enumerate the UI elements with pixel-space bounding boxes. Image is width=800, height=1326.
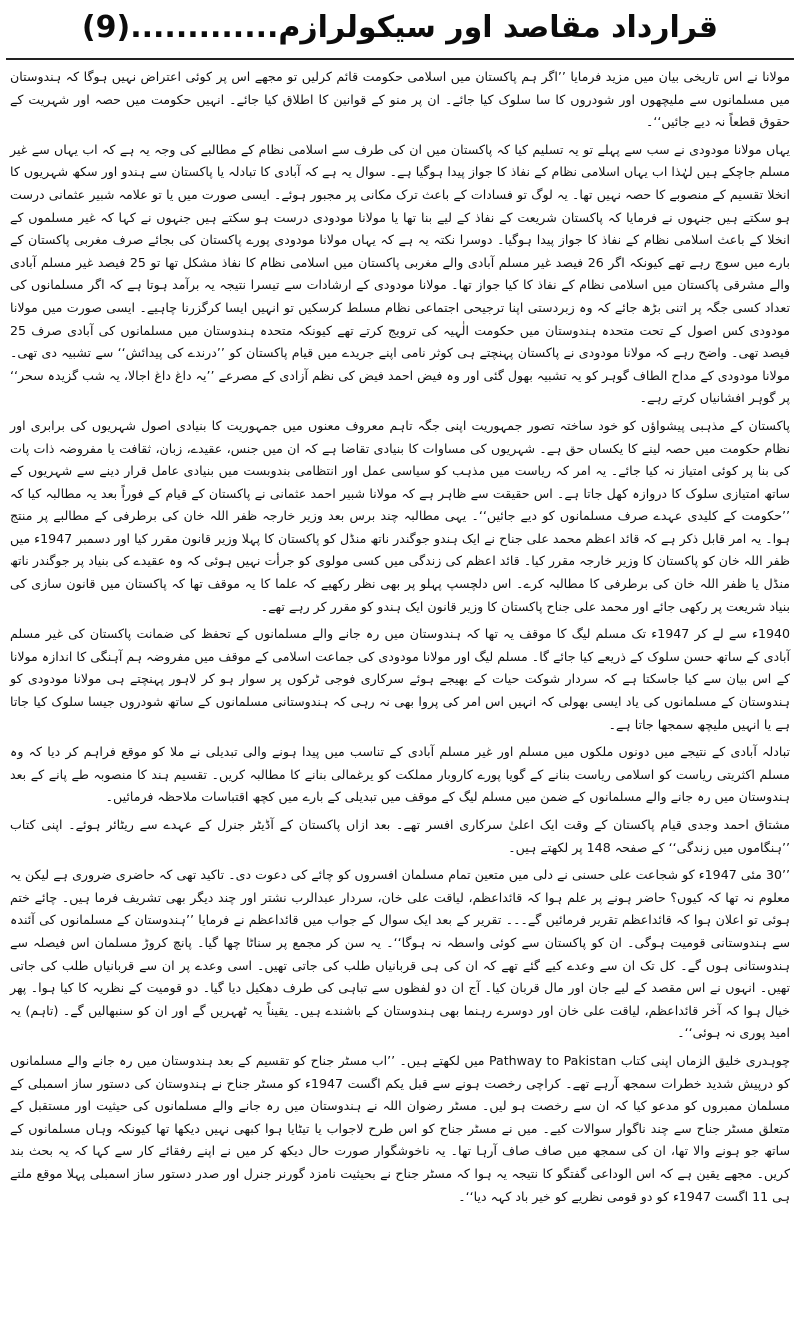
- article-paragraph: مشتاق احمد وجدی قیام پاکستان کے وقت ایک اعلیٰ سرکاری افسر تھے۔ بعد ازاں پاکستان کے آڈیٹر جنرل کے عہدے سے ریٹائر ہوئے۔ اپنی کتاب ’’ہنگاموں میں زندگی‘‘ کے صفحہ 148 پر لکھتے ہیں۔: [10, 817, 790, 855]
- article-paragraph: پاکستان کے مذہبی پیشواؤں کو خود ساختہ تصور جمہوریت اپنی جگہ تاہم معروف معنوں میں جمہوریت کا بنیادی اصول شہریوں کی برابری اور نظام حکومت میں حصہ لینے کا یکساں حق ہے۔ شہریوں کی مساوات کا بنیادی تقاضا ہے کہ ان میں جنس، عقیدے، زبان، ثقافت یا مفروضہ ذات پات کی بنا پر کوئی امتیاز نہ کیا جائے۔ یہ امر کہ ریاست میں مذہب کو سیاسی عمل اور انتظامی بندوبست میں بنیادی عامل قرار دینے سے شہریوں کے ساتھ امتیازی سلوک کا دروازہ کھل جاتا ہے۔ اس حقیقت سے ظاہر ہے کہ مولانا شبیر احمد عثمانی نے پاکستان کے قیام کے فوراً بعد یہ مطالبہ کیا کہ ’’حکومت کے کلیدی عہدے صرف مسلمانوں کو دیے جائیں‘‘۔ یہی مطالبہ چند برس بعد وزیر خارجہ ظفر اللہ خان کی برطرفی کے مطالبے پر منتج ہوا۔ یہ امر قابل ذکر ہے کہ قائد اعظم محمد علی جناح نے ایک ہندو جوگندر ناتھ منڈل کو پاکستان کا پہلا وزیر قانون مقرر کیا اور دسمبر 1947ء میں ظفر اللہ خان کو پاکستان کا وزیر خارجہ مقرر کیا۔ قائد اعظم کی زندگی میں کسی مولوی کو جرأت نہیں ہوئی کہ وہ عقیدے کی بنیاد پر جوگندر ناتھ منڈل یا ظفر اللہ خان کی برطرفی کا مطالبہ کرے۔ اس دلچسپ پہلو پر بھی نظر رکھیے کہ علما کا یہ موقف تھا کہ پاکستان میں قانون سازی کی بنیاد شریعت پر رکھی جائے اور محمد علی جناح پاکستان کا وزیر قانون ایک ہندو کو مقرر کر رہے تھے۔: [10, 417, 790, 614]
- article-paragraph: مولانا نے اس تاریخی بیان میں مزید فرمایا ’’اگر ہم پاکستان میں اسلامی حکومت قائم کرلیں تو مجھے اس پر کوئی اعتراض نہیں ہوگا کہ ہندوستان میں مسلمانوں سے ملیچھوں اور شودروں کا سا سلوک کیا جائے۔ ان پر منو کے قوانین کا اطلاق کیا جائے۔ انہیں حکومت میں حصہ اور شہریت کے حقوق قطعاً نہ دیے جائیں‘‘۔: [10, 69, 790, 130]
- article-body: [10, 66, 790, 1213]
- article-paragraph: یہاں مولانا مودودی نے سب سے پہلے تو یہ تسلیم کیا کہ پاکستان میں ان کی طرف سے اسلامی نظام کے مطالبے کی وجہ یہ ہے کہ اب یہاں سے غیر مسلم جاچکے ہیں لہٰذا اب یہاں اسلامی نظام کے نفاذ کا جواز پیدا ہوگیا ہے۔ سوال یہ ہے کہ آبادی کا تبادلہ یا پاکستان سے ہندو اور سکھ شہریوں کا انخلا تقسیم کے منصوبے کا حصہ نہیں تھا۔ یہ لوگ تو فسادات کے باعث ترک مکانی پر مجبور ہوئے۔ ایسی صورت میں یا تو علامہ شبیر عثمانی درست ہو سکتے ہیں جنہوں نے فرمایا کہ پاکستان شریعت کے نفاذ کے لیے بنا تھا یا مولانا مودودی درست ہو سکتے ہیں جنہوں نے کہا کہ غیر مسلموں کے انخلا کے باعث اسلامی نظام کے نفاذ کا جواز پیدا ہوگیا۔ دوسرا نکتہ یہ ہے کہ یہاں مولانا مودودی پورے پاکستان کی بجائے صرف مغربی پاکستان کے بارے میں سوچ رہے تھے کیونکہ اگر 26 فیصد غیر مسلم آبادی والے مغربی پاکستان میں اسلامی نظام کا نفاذ مشکل تھا تو 25 فیصد غیر مسلم آبادی والے مشرقی پاکستان میں اسلامی نظام کے نفاذ کا کیا جواز تھا۔ مولانا مودودی کے ارشادات سے تیسرا نتیجہ یہ برآمد ہوتا ہے کہ اگر مسلمانوں کی تعداد کسی جگہ پر اتنی بڑھ جائے کہ وہ زبردستی اپنا ترجیحی اجتماعی نظام مسلط کرسکیں تو انہیں ایسا کرگزرنا چاہیے۔ ایسی صورت میں مولانا مودودی کس اصول کے تحت متحدہ ہندوستان میں حکومت الٰہیہ کی ترویج کرتے تھے کیونکہ متحدہ ہندوستان میں مسلمانوں کی آبادی صرف 25 فیصد تھی۔ واضح رہے کہ مولانا مودودی نے پاکستان پہنچتے ہی کوثر نامی اپنے جریدے میں قیام پاکستان کو ’’درندے کی پیدائش‘‘ سے تشبیہ دی تھی۔ مولانا مودودی کے مداح الطاف گوہر کو یہ تشبیہ بھول گئی اور وہ فیض احمد فیض کی نظم آزادی کے مصرعے ’’یہ داغ داغ اجالا، یہ شب گزیدہ سحر‘‘ پر گوہر افشانیاں کرتے رہے۔: [10, 141, 790, 406]
- article-paragraph: ’’30 مئی 1947ء کو شجاعت علی حسنی نے دلی میں متعین تمام مسلمان افسروں کو چائے کی دعوت دی۔ تاکید تھی کہ حاضری ضروری ہے لیکن یہ معلوم نہ تھا کہ کیوں؟ حاضر ہونے پر علم ہوا کہ قائداعظم، لیاقت علی خان، سردار عبدالرب نشتر اور چند دیگر بھی تشریف فرما ہیں۔ چائے ختم ہوئی تو اعلان ہوا کہ قائداعظم تقریر فرمائیں گے۔۔۔ تقریر کے بعد ایک سوال کے جواب میں قائداعظم نے فرمایا ’’ہندوستان کے مسلمانوں کی آئندہ سے ہندوستانی قومیت ہوگی۔ ان کو پاکستان سے کوئی واسطہ نہ ہوگا‘‘۔ یہ سن کر مجمع پر سناٹا چھا گیا۔ پانچ کروڑ مسلمان اس فیصلہ سے ہندوستانی ہوں گے۔ کل تک ان سے وعدے کیے گئے تھے کہ ان کی ہی قربانیاں طلب کی جاتی تھیں۔ اسی وعدے پر ان سے قربانیاں طلب کی جاتی تھیں۔ انہوں نے اس مقصد کے لیے جان اور مال قربان کیا۔ آج ان دو لفظوں سے تباہی کی طرف دھکیل دیا گیا۔ دو قومیت کے نظریہ کا کیا ہوا۔ پھر خیال ہوا کہ آخر قائداعظم، لیاقت علی خان اور دوسرے رہنما بھی ہندوستان کے باشندے ہیں۔ یقیناً یہ ٹھہریں گے اور ان کو سنبھالیں گے۔ (تاہم) یہ امید پوری نہ ہوئی‘‘۔: [10, 867, 790, 1041]
- article-paragraph: تبادلہ آبادی کے نتیجے میں دونوں ملکوں میں مسلم اور غیر مسلم آبادی کے تناسب میں پیدا ہونے والی تبدیلی نے ملا کو موقع فراہم کر دیا کہ وہ مسلم اکثریتی ریاست کو اسلامی ریاست بنانے کے گویا پورے کاروبار مملکت کو یرغمالی بنانے کا مطالبہ کریں۔ تقسیم ہند کا منصوبہ طے پانے کے بعد ہندوستان میں رہ جانے والے مسلمانوں کے ضمن میں مسلم لیگ کے موقف میں تبدیلی کے بارے میں کچھ اقتباسات ملاحظہ فرمائیں۔: [10, 744, 791, 805]
- title-divider: [6, 58, 794, 60]
- article-title: قرارداد مقاصد اور سیکولرازم.............(9): [81, 10, 719, 45]
- article-paragraph: چوہدری خلیق الزماں اپنی کتاب Pathway to Pakistan میں لکھتے ہیں۔ ’’اب مسٹر جناح کو تقسیم کے بعد ہندوستان میں رہ جانے والے مسلمانوں کو درپیش شدید خطرات سمجھ آرہے تھے۔ کراچی رخصت ہونے سے قبل یکم اگست 1947ء کو مسٹر جناح نے ہندوستان کی دستور ساز اسمبلی کے مسلمان ممبروں کو مدعو کیا کہ ان سے رخصت ہو لیں۔ مسٹر رضوان اللہ نے ہندوستان میں رہ جانے والے مسلمانوں کی حیثیت اور مستقبل کے متعلق مسٹر جناح سے چند ناگوار سوالات کیے۔ میں نے مسٹر جناح کو اس طرح لاجواب یا تیٹایا ہوا کبھی نہیں دیکھا تھا کیونکہ وہاں مسلمانوں کے ساتھ جو ہونے والا تھا، ان کی سمجھ میں صاف صاف آرہا تھا۔ یہ ناخوشگوار صورت حال دیکھ کر میں نے اپنے رفقائے کار سے کہا کہ یہ بحث بند کریں۔ مجھے یقین ہے کہ اس الوداعی گفتگو کا نتیجہ یہ ہوا کہ مسٹر جناح نے بحیثیت نامزد گورنر جنرل اور صدر دستور ساز اسمبلی پہلا موقع ملتے ہی 11 اگست 1947ء کو دو قومی نظریے کو خیر باد کہہ دیا‘‘۔: [10, 1052, 791, 1204]
- article-paragraph: 1940ء سے لے کر 1947ء تک مسلم لیگ کا موقف یہ تھا کہ ہندوستان میں رہ جانے والے مسلمانوں کے تحفظ کی ضمانت پاکستان کی غیر مسلم آبادی کے ساتھ حسن سلوک کے ذریعے کیا جائے گا۔ مسلم لیگ اور مولانا مودودی کی جماعت اسلامی کے موقف میں مفروضہ ہم آہنگی کا اندازہ مولانا کے اس بیان سے کیا جاسکتا ہے کہ سردار شوکت حیات کے بھیجے ہوئے سرکاری فوجی ٹرکوں پر سوار ہو کر لاہور پہنچتے ہی مولانا مودودی کو ہندوستان کے مسلمانوں کی یاد ایسی بھولی کہ انہیں اس امر کی پروا بھی نہ رہی کہ ہندوستانی مسلمانوں کے ساتھ شودروں جیسا سلوک کیا جاتا ہے یا انہیں ملیچھ سمجھا جاتا ہے۔: [10, 626, 790, 732]
- title-bar: [0, 0, 800, 58]
